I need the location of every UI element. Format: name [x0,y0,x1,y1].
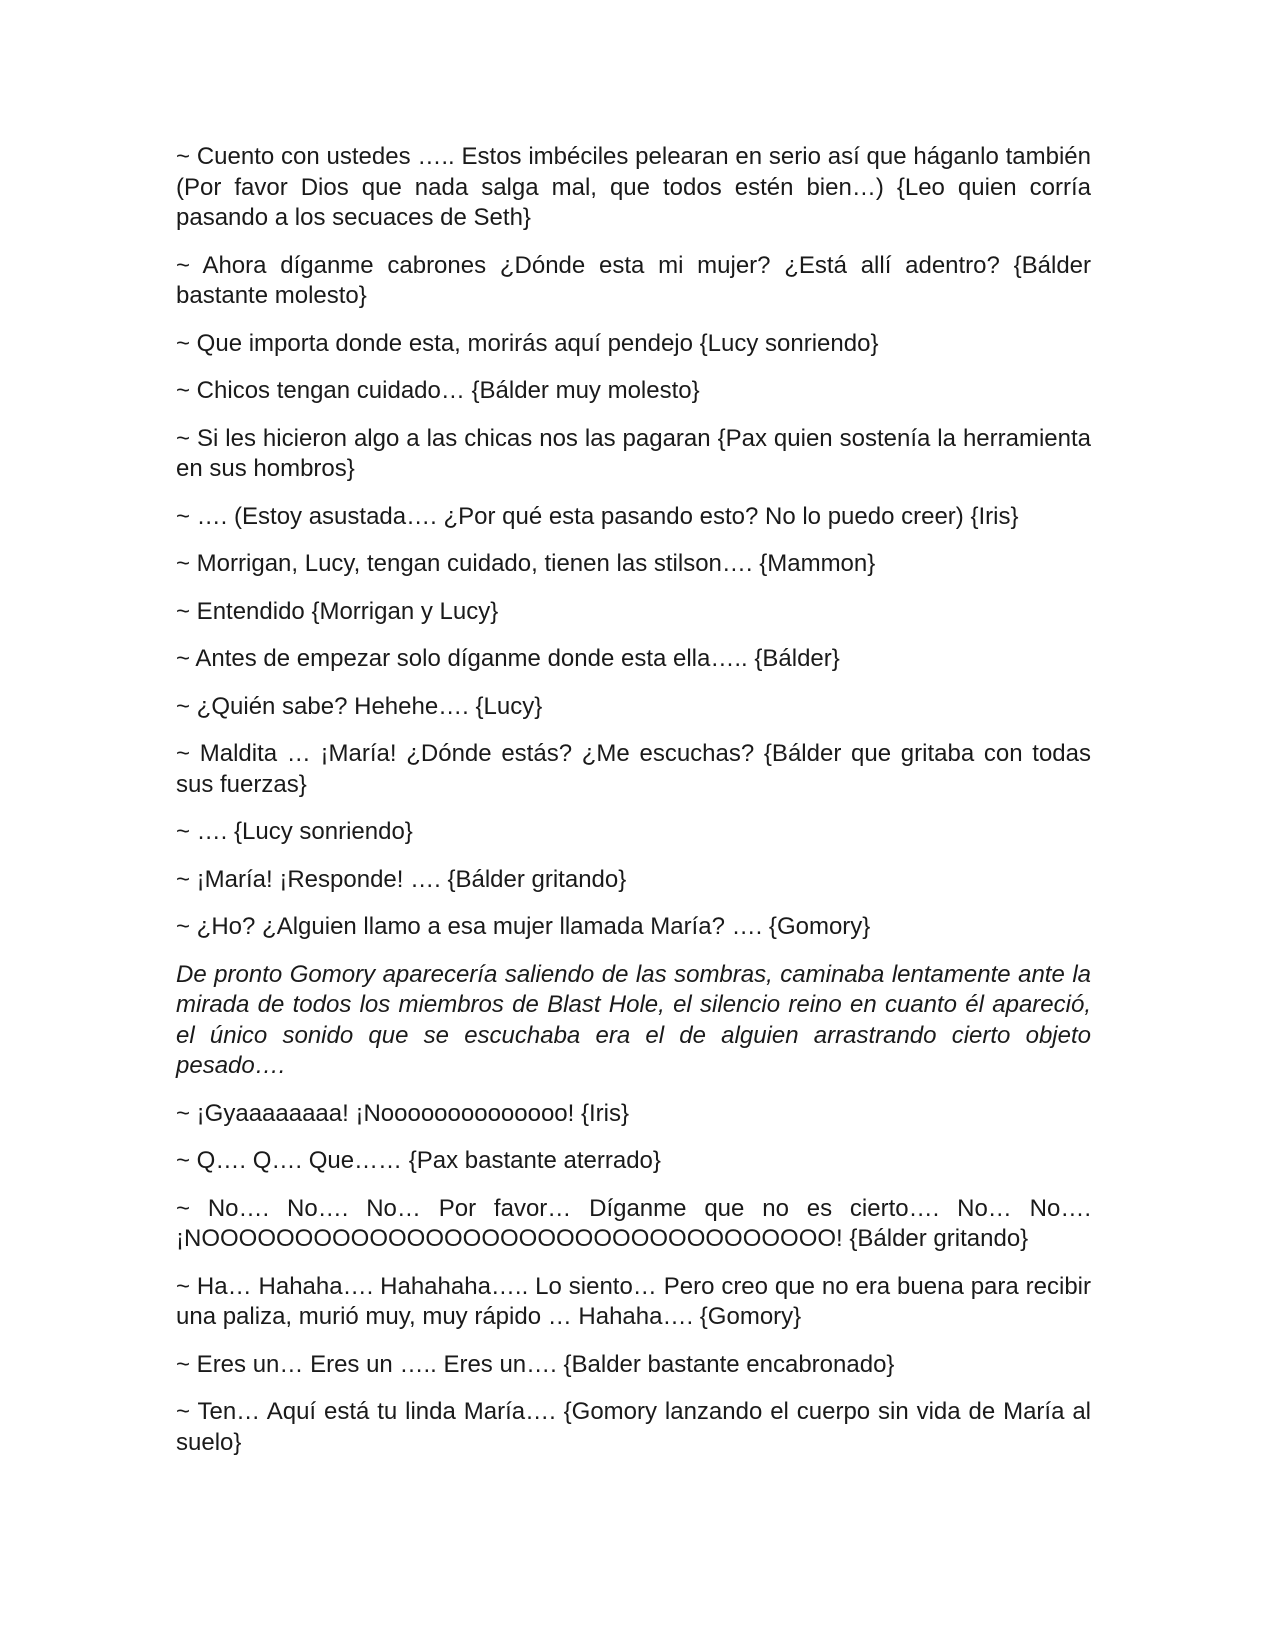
dialogue-line: ~ Eres un… Eres un ….. Eres un…. {Balder bastante encabronado} [176,1350,895,1378]
dialogue-line: ~ ¿Quién sabe? Hehehe…. {Lucy} [176,692,543,720]
dialogue-line: ~ Q…. Q…. Que…… {Pax bastante aterrado} [176,1147,661,1174]
dialogue-line: ~ Morrigan, Lucy, tengan cuidado, tienen las stilson…. {Mammon} [176,550,876,577]
dialogue-line: ~ ¡Gyaaaaaaaa! ¡Noooooooooooooo! {Iris} [176,1099,630,1127]
dialogue-line: ~ Que importa donde esta, morirás aquí pendejo {Lucy sonriendo} [176,329,879,357]
dialogue-line: ~ Cuento con ustedes ….. Estos imbéciles pelearan en serio así que háganlo también (Por favor Dios que nada salga mal, que todos estén bien…) {Leo quien corría pasando a los secuaces de Seth} [176,143,1091,231]
dialogue-line: ~ Chicos tengan cuidado… {Bálder muy molesto} [176,377,700,404]
dialogue-line: ~ Si les hicieron algo a las chicas nos las pagaran {Pax quien sostenía la herramienta en sus hombros} [176,424,1091,482]
dialogue-line: ~ …. {Lucy sonriendo} [176,818,413,845]
dialogue-line: ~ …. (Estoy asustada…. ¿Por qué esta pasando esto? No lo puedo creer) {Iris} [176,502,1019,530]
dialogue-line: ~ Ha… Hahaha…. Hahahaha….. Lo siento… Pero creo que no era buena para recibir una paliza, murió muy, muy rápido … Hahaha…. {Gomory} [176,1272,1091,1330]
dialogue-line: ~ Antes de empezar solo díganme donde esta ella….. {Bálder} [176,645,840,672]
narration-paragraph: De pronto Gomory aparecería saliendo de las sombras, caminaba lentamente ante la mirada de todos los miembros de Blast Hole, el silencio reino en cuanto él apareció, el único sonido que se escuchaba era el de alguien arrastrando cierto objeto pesado…. [176,960,1091,1079]
dialogue-line: ~ No…. No…. No… Por favor… Díganme que no es cierto…. No… No…. ¡NOOOOOOOOOOOOOOOOOOOOOOOOOOOOOOOOOO! {Bálder gritando} [176,1194,1091,1252]
dialogue-line: ~ ¡María! ¡Responde! …. {Bálder gritando} [176,865,627,893]
dialogue-line: ~ ¿Ho? ¿Alguien llamo a esa mujer llamada María? …. {Gomory} [176,913,871,940]
dialogue-line: ~ Entendido {Morrigan y Lucy} [176,597,499,625]
dialogue-line: ~ Ahora díganme cabrones ¿Dónde esta mi mujer? ¿Está allí adentro? {Bálder bastante molesto} [176,251,1091,309]
dialogue-line: ~ Maldita … ¡María! ¿Dónde estás? ¿Me escuchas? {Bálder que gritaba con todas sus fuerzas} [176,740,1091,798]
document-page [176,142,1091,1475]
dialogue-line: ~ Ten… Aquí está tu linda María…. {Gomory lanzando el cuerpo sin vida de María al suelo} [176,1398,1091,1456]
